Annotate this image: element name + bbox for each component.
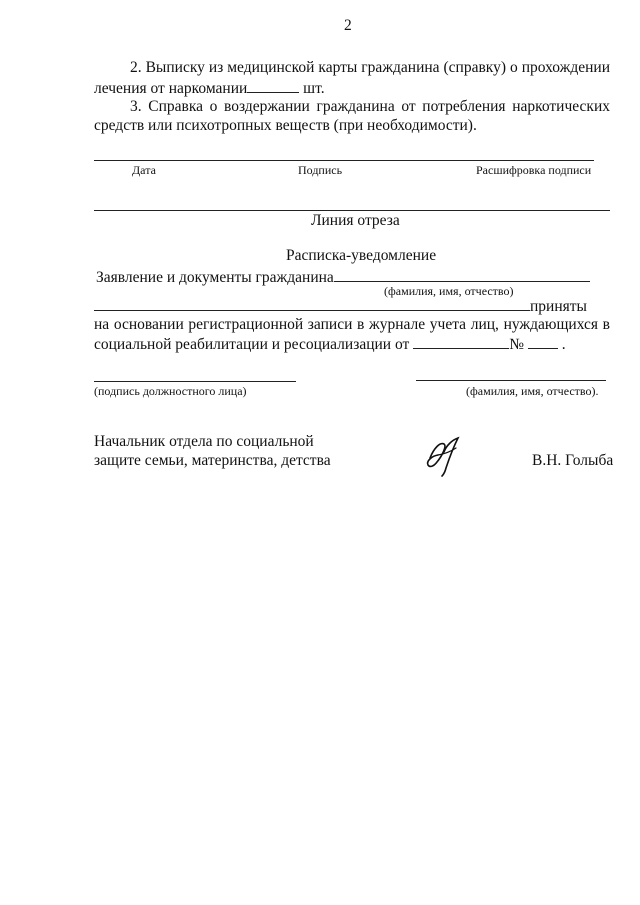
- receipt-line-4: [94, 334, 566, 355]
- item-2-line-1: [130, 58, 610, 78]
- decoding-label: Расшифровка подписи: [476, 163, 592, 177]
- item-3-line-2: средств или психотропных веществ (при необходимости).: [94, 117, 477, 134]
- item-2-prefix: лечения от наркомании: [94, 80, 248, 97]
- line-4-end: .: [561, 336, 566, 353]
- signatory-name: В.Н. Голыба: [532, 452, 614, 469]
- receipt-title: Расписка-уведомление: [286, 247, 437, 264]
- fio-hint-1: (фамилия, имя, отчество): [384, 284, 514, 298]
- item-2-suffix: шт.: [303, 80, 325, 97]
- cut-line-label: Линия отреза: [311, 212, 400, 229]
- position-line-2: защите семьи, материнства, детства: [94, 452, 331, 469]
- quantity-blank: [247, 78, 299, 93]
- registration-number-blank: [528, 334, 558, 349]
- receipt-line-1: [96, 267, 590, 288]
- receipt-line-1-text: Заявление и документы гражданина: [96, 269, 334, 286]
- number-sign: №: [509, 336, 524, 353]
- official-signature-rule: [94, 381, 296, 382]
- page-number: 2: [344, 17, 352, 34]
- item-2-text: 2. Выписку из медицинской карты гражданина (справку) о прохождении: [130, 59, 610, 76]
- position-line-1: Начальник отдела по социальной: [94, 433, 314, 450]
- registration-date-blank: [413, 334, 509, 349]
- receipt-line-3: [94, 315, 610, 335]
- signature-row-rule: [94, 160, 594, 161]
- handwritten-signature: [420, 430, 468, 478]
- signature-label: Подпись: [298, 163, 343, 177]
- accepted-word: приняты: [530, 298, 587, 315]
- item-2-line-2: [94, 78, 325, 99]
- item-3-line-1: [130, 97, 610, 117]
- receipt-line-2: [94, 296, 587, 317]
- official-signature-hint: (подпись должностного лица): [94, 384, 247, 398]
- receipt-line-4-text: социальной реабилитации и ресоциализации от: [94, 336, 410, 353]
- citizen-name-continuation-blank: [94, 296, 530, 311]
- citizen-name-blank: [334, 267, 590, 282]
- official-name-rule: [416, 380, 606, 381]
- date-label: Дата: [132, 163, 156, 177]
- receipt-line-3-text: на основании регистрационной записи в журнале учета лиц, нуждающихся в: [94, 316, 610, 333]
- item-3-text: 3. Справка о воздержании гражданина от потребления наркотических: [130, 98, 610, 115]
- official-name-hint: (фамилия, имя, отчество).: [466, 384, 599, 398]
